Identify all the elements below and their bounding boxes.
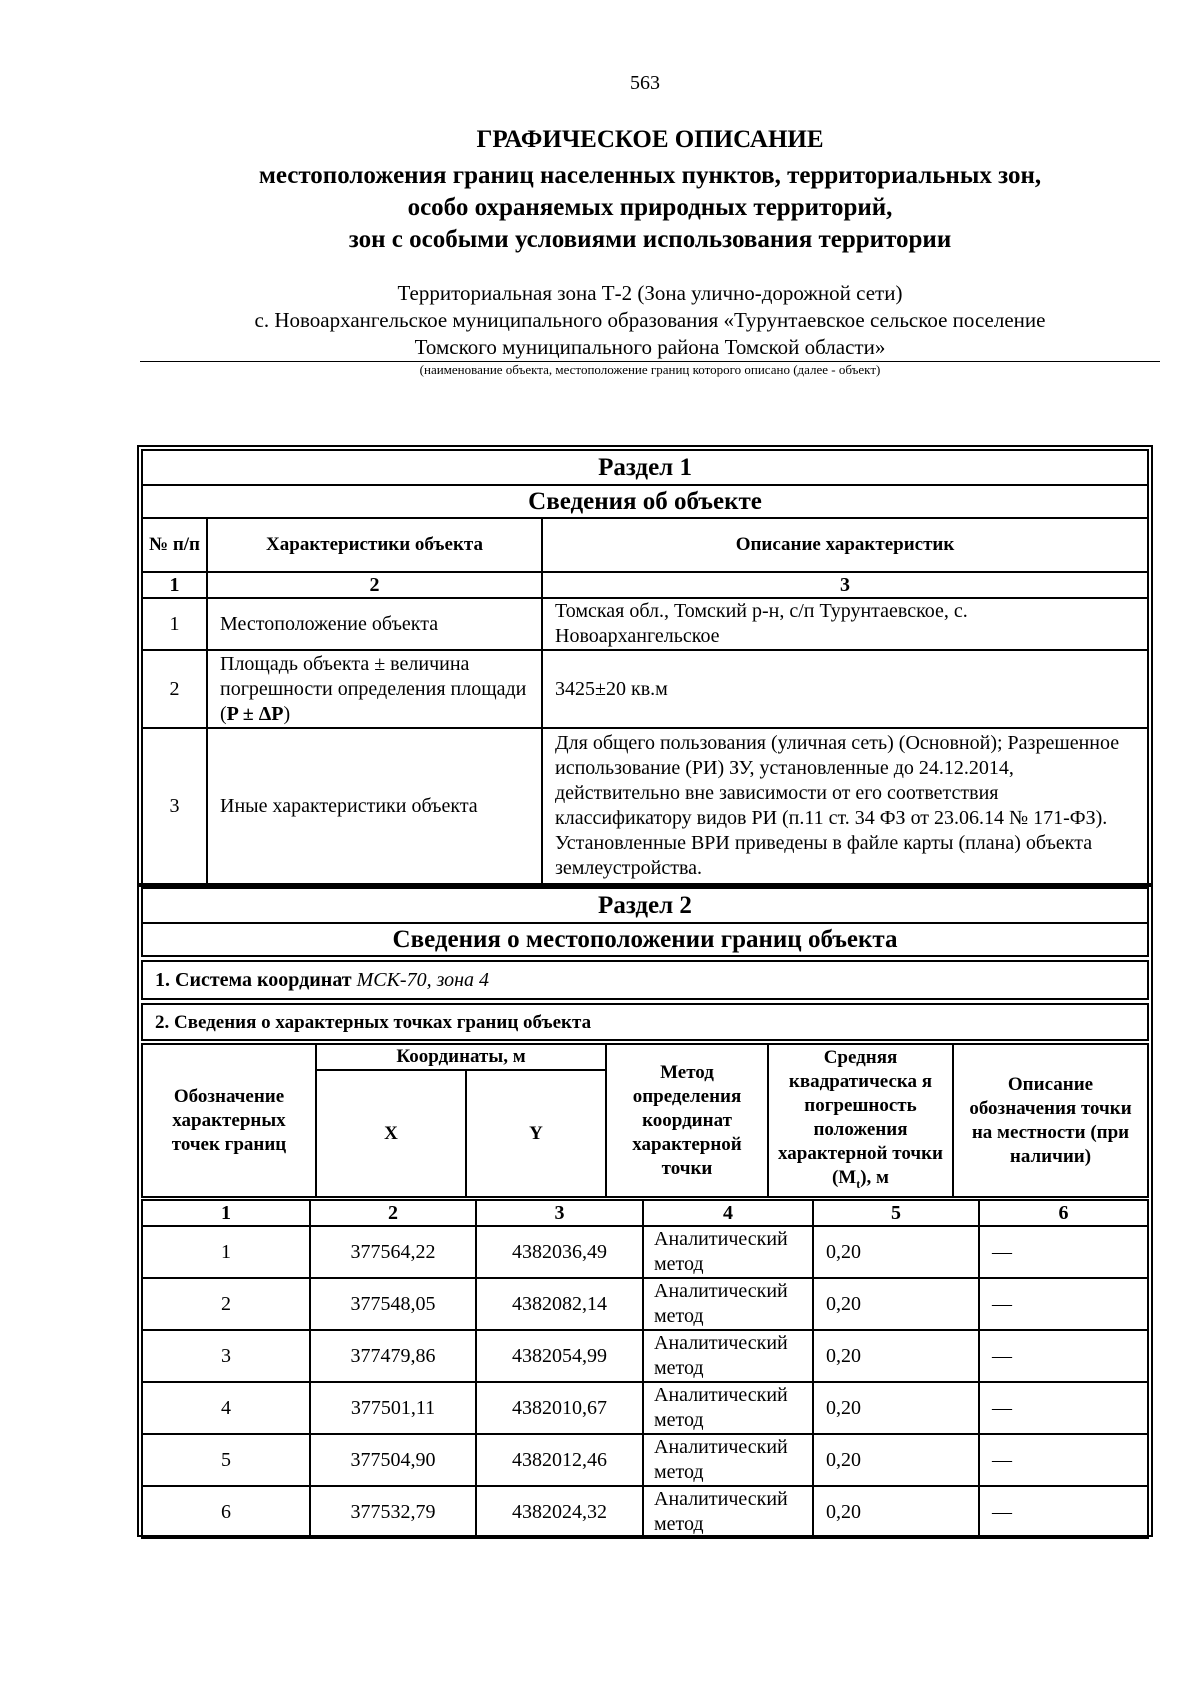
points-header-table	[141, 1043, 1149, 1198]
row-name	[207, 650, 542, 728]
point-description: —	[979, 1278, 1148, 1330]
document-subtitle	[140, 160, 1160, 256]
table-row	[142, 1434, 1148, 1486]
table-row	[142, 728, 1148, 884]
point-id: 2	[142, 1278, 310, 1330]
header-method: Метод определения координат характерной точки	[606, 1044, 768, 1197]
col-number: 5	[813, 1200, 979, 1226]
header-error-text: Средняя квадратическа я погрешность положения характерной точки (M	[778, 1046, 943, 1188]
header-coordinates: Координаты, м	[316, 1044, 606, 1070]
row-name: Иные характеристики объекта	[207, 728, 542, 884]
point-x: 377532,79	[310, 1486, 476, 1538]
point-y: 4382012,46	[476, 1434, 643, 1486]
header-point-description: Описание обозначения точки на местности (при наличии)	[953, 1044, 1148, 1197]
point-x: 377564,22	[310, 1226, 476, 1278]
header-number: № п/п	[142, 518, 207, 572]
point-y: 4382010,67	[476, 1382, 643, 1434]
col-number: 4	[643, 1200, 813, 1226]
row-description: 3425±20 кв.м	[542, 650, 1148, 728]
point-id: 6	[142, 1486, 310, 1538]
point-y: 4382054,99	[476, 1330, 643, 1382]
header-characteristics: Характеристики объекта	[207, 518, 542, 572]
object-line: с. Новоархангельское муниципального образования «Турунтаевское сельское поселение	[254, 308, 1046, 332]
table-row	[142, 1330, 1148, 1382]
coord-system-label: 1. Система координат	[155, 968, 352, 991]
point-error: 0,20	[813, 1434, 979, 1486]
subtitle-line: особо охраняемых природных территорий,	[407, 194, 893, 221]
point-x: 377501,11	[310, 1382, 476, 1434]
point-y: 4382024,32	[476, 1486, 643, 1538]
row-name-text: Площадь объекта ± величина погрешности определения площади (	[220, 652, 527, 725]
col-number: 6	[979, 1200, 1148, 1226]
row-number: 3	[142, 728, 207, 884]
point-x: 377479,86	[310, 1330, 476, 1382]
table-row	[142, 1486, 1148, 1538]
col-number: 1	[142, 572, 207, 598]
point-error: 0,20	[813, 1382, 979, 1434]
col-number: 1	[142, 1200, 310, 1226]
coord-system-table	[141, 960, 1149, 1000]
row-description: Для общего пользования (уличная сеть) (Основной); Разрешенное использование (РИ) ЗУ, установленные до 24.12.2014, действительно вне зависимости от его соответствия классификатору видов РИ (п.11 ст. 34 ФЗ от 23.06.14 № 171-ФЗ). Установленные ВРИ приведены в файле карты (плана) объекта землеустройства.	[542, 728, 1148, 884]
points-label-table	[141, 1003, 1149, 1041]
section1-table	[141, 449, 1149, 885]
point-x: 377548,05	[310, 1278, 476, 1330]
point-x: 377504,90	[310, 1434, 476, 1486]
row-number: 2	[142, 650, 207, 728]
point-y: 4382082,14	[476, 1278, 643, 1330]
object-line: Территориальная зона Т-2 (Зона улично-дорожной сети)	[397, 281, 903, 305]
table-row	[142, 1382, 1148, 1434]
point-error: 0,20	[813, 1226, 979, 1278]
document-title: ГРАФИЧЕСКОЕ ОПИСАНИЕ	[476, 126, 824, 153]
points-label: 2. Сведения о характерных точках границ объекта	[142, 1004, 1148, 1040]
section2-title-table	[141, 887, 1149, 957]
point-method: Аналитический метод	[643, 1278, 813, 1330]
point-error: 0,20	[813, 1278, 979, 1330]
table-row	[142, 1278, 1148, 1330]
col-number: 3	[476, 1200, 643, 1226]
point-description: —	[979, 1486, 1148, 1538]
point-id: 4	[142, 1382, 310, 1434]
coord-system-value: МСК-70, зона 4	[356, 968, 490, 991]
point-method: Аналитический метод	[643, 1434, 813, 1486]
col-number: 2	[310, 1200, 476, 1226]
point-method: Аналитический метод	[643, 1226, 813, 1278]
subtitle-line: местоположения границ населенных пунктов, территориальных зон,	[258, 162, 1042, 189]
page-number: 563	[630, 72, 660, 94]
point-description: —	[979, 1434, 1148, 1486]
col-number: 3	[542, 572, 1148, 598]
col-number: 2	[207, 572, 542, 598]
section2-subtitle: Сведения о местоположении границ объекта	[142, 923, 1148, 956]
point-method: Аналитический метод	[643, 1382, 813, 1434]
point-id: 1	[142, 1226, 310, 1278]
object-caption: (наименование объекта, местоположение границ которого описано (далее - объект)	[419, 362, 881, 377]
header-description: Описание характеристик	[542, 518, 1148, 572]
section1-subtitle: Сведения об объекте	[142, 485, 1148, 518]
row-name-formula: P ± ΔP	[226, 702, 284, 725]
section1-title: Раздел 1	[142, 450, 1148, 485]
header-error	[768, 1044, 953, 1197]
table-row	[142, 1226, 1148, 1278]
subtitle-line: зон с особыми условиями использования территории	[348, 226, 952, 253]
point-y: 4382036,49	[476, 1226, 643, 1278]
header-error-subscript: t	[856, 1176, 861, 1191]
row-name-close: )	[283, 702, 291, 725]
header-x: X	[316, 1070, 466, 1197]
point-description: —	[979, 1226, 1148, 1278]
row-description: Томская обл., Томский р-н, с/п Турунтаевское, с. Новоархангельское	[542, 598, 1148, 650]
point-method: Аналитический метод	[643, 1486, 813, 1538]
coord-system	[142, 961, 1148, 999]
header-error-unit: ), м	[860, 1166, 890, 1188]
point-description: —	[979, 1330, 1148, 1382]
header-designation: Обозначение характерных точек границ	[142, 1044, 316, 1197]
point-error: 0,20	[813, 1330, 979, 1382]
point-id: 3	[142, 1330, 310, 1382]
point-method: Аналитический метод	[643, 1330, 813, 1382]
point-description: —	[979, 1382, 1148, 1434]
section2-title: Раздел 2	[142, 888, 1148, 923]
row-number: 1	[142, 598, 207, 650]
points-table	[141, 1199, 1149, 1539]
point-error: 0,20	[813, 1486, 979, 1538]
table-row	[142, 650, 1148, 728]
row-name: Местоположение объекта	[207, 598, 542, 650]
header-y: Y	[466, 1070, 606, 1197]
point-id: 5	[142, 1434, 310, 1486]
table-row	[142, 598, 1148, 650]
object-name	[140, 280, 1160, 361]
object-line: Томского муниципального района Томской области»	[414, 335, 886, 359]
